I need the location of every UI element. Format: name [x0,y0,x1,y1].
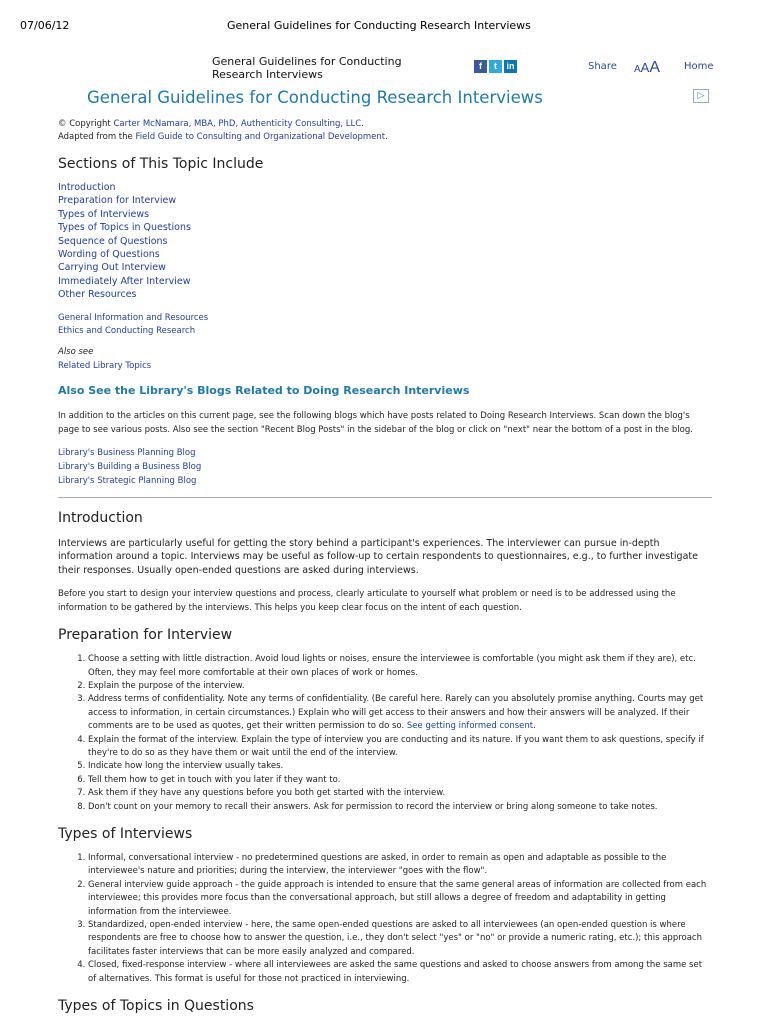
toc-link-types-of-topics[interactable]: Types of Topics in Questions [58,222,191,234]
toc-link-types-of-interviews[interactable]: Types of Interviews [58,208,150,220]
author-link[interactable]: Carter McNamara, MBA, PhD, Authenticity Consulting, LLC [113,119,362,129]
general-links [58,312,712,338]
ethics-link[interactable]: Ethics and Conducting Research [58,325,196,336]
list-item: 7. Ask them if they have any questions before you both get started with the interview. [88,787,712,800]
list-item: 3. Address terms of confidentiality. Note any terms of confidentiality. (Be careful here. Rarely can you absolutely promise anything. Courts may get access to information, in certain circumstances.) Explain who will get access to their answers and how their answers will be analyzed. If their comments are to be used as quotes, get their written permission to do so. See getting informed consent. [88,693,712,733]
also-see-label: Also see [58,346,94,357]
informed-consent-link[interactable]: See getting informed consent [406,721,534,732]
introduction-heading: Introduction [58,509,143,526]
list-item: 1. Choose a setting with little distraction. Avoid loud lights or noises, ensure the interviewee is comfortable (you might ask them if they are), etc. Often, they may feel more comfortable at their own places of work or homes. [88,653,712,680]
social-icons [474,60,517,73]
types-list [58,852,712,986]
list-item: 2. Explain the purpose of the interview. [88,680,712,693]
page-title: General Guidelines for Conducting Research Interviews [87,88,543,107]
print-title: General Guidelines for Conducting Research Interviews [227,19,531,32]
preparation-heading: Preparation for Interview [58,627,233,644]
toc-link-sequence[interactable]: Sequence of Questions [58,235,168,247]
blogs-heading: Also See the Library's Blogs Related to Doing Research Interviews [58,383,470,397]
adapted-line: Adapted from the Field Guide to Consulting and Organizational Development. [58,132,388,142]
toc-link-introduction[interactable]: Introduction [58,182,116,193]
toc-link-after-interview[interactable]: Immediately After Interview [58,275,191,287]
blogs-intro: In addition to the articles on this current page, see the following blogs which have posts related to Doing Research Interviews. Scan down the blog's page to see various posts. Also see the section "Recent Blog Posts" in the sidebar of the blog or click on "next" near the bottom of a post in the blog. [58,410,693,435]
blog-link[interactable]: Library's Strategic Planning Blog [58,475,197,486]
font-size-controls [634,59,660,77]
section-divider [58,497,712,498]
font-large-button[interactable]: A [649,59,661,76]
types-heading: Types of Interviews [58,826,193,843]
blog-link[interactable]: Library's Business Planning Blog [58,447,196,458]
toc-link-carrying-out[interactable]: Carrying Out Interview [58,262,166,274]
related-topics-link-wrap [58,360,712,373]
list-item: 5. Indicate how long the interview usually takes. [88,760,712,773]
list-item: 1. Informal, conversational interview - no predetermined questions are asked, in order to remain as open and adaptable as possible to the interviewee's nature and priorities; during the interview, the interviewer "goes with the flow". [88,852,712,879]
sections-list [58,181,712,302]
field-guide-link[interactable]: Field Guide to Consulting and Organizational Development [135,132,386,142]
introduction-paragraph-1: Interviews are particularly useful for getting the story behind a participant's experiences. The interviewer can pursue in-depth information around a topic. Interviews may be useful as follow-up to certain respondents to questionnaires, e.g., to further investigate their responses. Usually open-ended questions are asked during interviews. [58,537,698,576]
related-topics-link[interactable]: Related Library Topics [58,360,152,371]
home-link[interactable]: Home [684,61,714,72]
toc-link-wording[interactable]: Wording of Questions [58,249,160,261]
topbar-title: General Guidelines for Conducting Research Interviews [212,55,402,81]
share-link[interactable]: Share [588,61,617,72]
blog-link[interactable]: Library's Building a Business Blog [58,461,202,472]
font-small-button[interactable]: A [634,64,641,75]
article-content [58,118,712,1014]
print-date: 07/06/12 [20,19,70,32]
toc-link-other-resources[interactable]: Other Resources [58,289,137,301]
facebook-icon[interactable]: f [474,60,487,73]
list-item: 8. Don't count on your memory to recall their answers. Ask for permission to record the interview or bring along someone to take notes. [88,801,712,814]
list-item: 3. Standardized, open-ended interview - here, the same open-ended questions are asked to all interviewees (an open-ended question is where respondents are free to choose how to answer the question, i.e., they don't select "yes" or "no" or provide a numeric rating, etc.); this approach facilitates faster interviews that can be more easily analyzed and compared. [88,919,712,959]
introduction-paragraph-2: Before you start to design your interview questions and process, clearly articulate to yourself what problem or need is to be addressed using the information to be gathered by the interviews. This helps you keep clear focus on the intent of each question. [58,589,676,614]
font-medium-button[interactable]: A [640,60,650,75]
list-item: 6. Tell them how to get in touch with you later if they want to. [88,774,712,787]
general-info-link[interactable]: General Information and Resources [58,312,209,323]
blogs-list [58,446,712,488]
toc-link-preparation[interactable]: Preparation for Interview [58,195,177,207]
types-of-topics-heading: Types of Topics in Questions [58,998,254,1015]
list-item: 4. Closed, fixed-response interview - where all interviewees are asked the same questions and asked to choose answers from among the same set of alternatives. This format is useful for those not practiced in interviewing. [88,959,712,986]
sections-heading: Sections of This Topic Include [58,156,264,172]
copyright-line: © Copyright Carter McNamara, MBA, PhD, Authenticity Consulting, LLC. [58,119,364,129]
preparation-list [58,653,712,814]
list-item: 2. General interview guide approach - the guide approach is intended to ensure that the same general areas of information are collected from each interviewee; this provides more focus than the conversational approach, but still allows a degree of freedom and adaptability in getting information from the interviewee. [88,879,712,919]
twitter-icon[interactable]: t [489,60,502,73]
list-item: 4. Explain the format of the interview. Explain the type of interview you are conducting and its nature. If you want them to ask questions, specify if they're to do so as they have them or wait until the end of the interview. [88,734,712,761]
ad-choices-icon[interactable]: ▷ [693,89,709,103]
linkedin-icon[interactable]: in [504,60,517,73]
